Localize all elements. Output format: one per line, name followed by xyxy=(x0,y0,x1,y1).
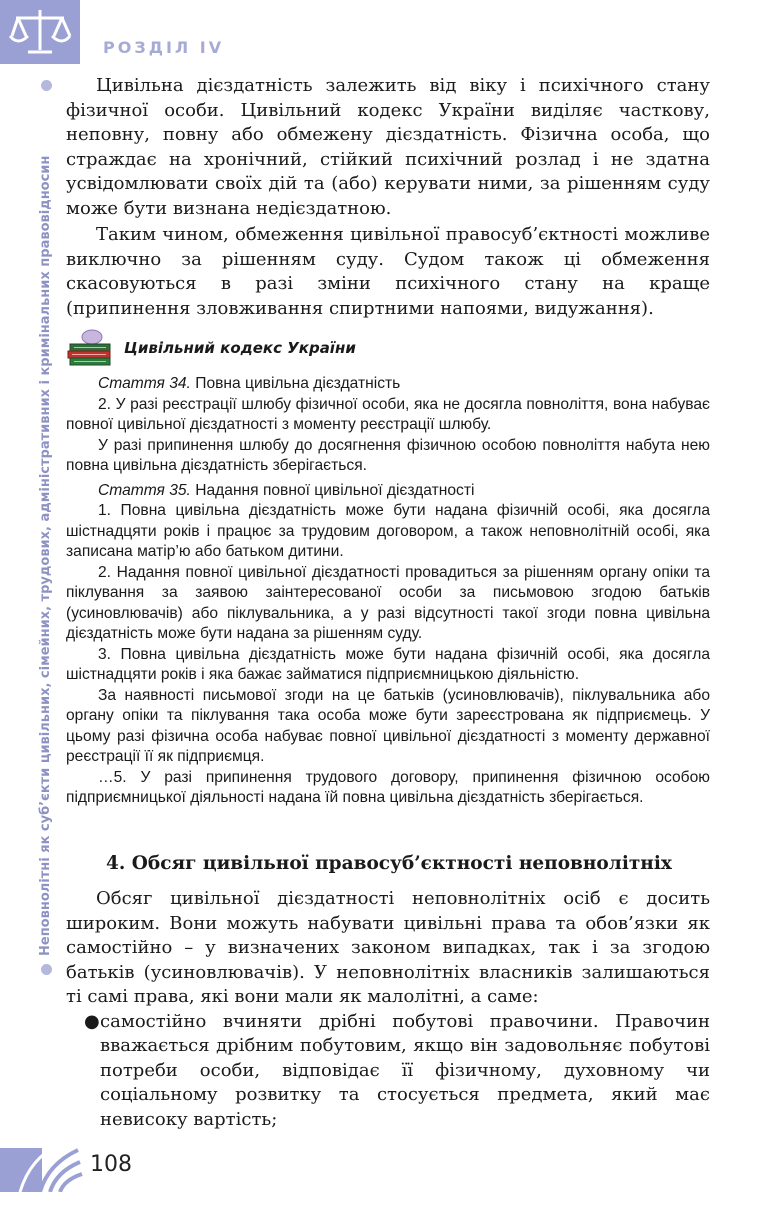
article-34-label: Стаття 34. xyxy=(98,375,191,392)
civil-code-body xyxy=(66,374,710,809)
section-4-heading: 4. Обсяг цивільної правосуб’єктності неповнолітніх xyxy=(106,853,672,874)
civil-code-excerpt xyxy=(66,326,726,809)
article-35-title: Надання повної цивільної дієздатності xyxy=(190,481,475,499)
civil-code-title: Цивільний кодекс України xyxy=(124,339,356,357)
header-logo-block xyxy=(0,0,80,64)
intro-text xyxy=(66,74,710,321)
article-34-title: Повна цивільна дієздатність xyxy=(190,375,401,392)
article-35-heading xyxy=(66,481,710,502)
section-4-paragraph: Обсяг цивільної дієздатності неповнолітніх осіб є досить широким. Вони можуть набувати цивільні права та обов’язки як самостійно – у визначених законом випадках, так і за згодою батьків (усиновлювачів). У неповнолітніх власників залишаються ті самі права, які вони мали як малолітні, а саме: xyxy=(66,888,710,1007)
civil-code-header xyxy=(66,326,726,370)
sidebar-top-dot xyxy=(41,80,52,91)
intro-paragraph-2: Таким чином, обмеження цивільної правосуб’єктності можливе виключно за рішенням суду. Судом також ці обмеження скасовуються в разі зміни психічного стану на краще (припинення зловживання спиртними напоями, видужання). xyxy=(66,224,710,319)
page-number: 108 xyxy=(90,1152,132,1177)
list-item-text: самостійно вчиняти дрібні побутові правочини. Правочин вважається дрібним побутовим, якщо він задовольняє побутові потреби особи, відповідає її фізичному, духовному чи соціальному розвитку та стосується предмета, який має невисоку вартість; xyxy=(100,1010,710,1130)
article-35-label: Стаття 35. xyxy=(98,481,191,499)
bullet-icon: ● xyxy=(84,1010,100,1032)
section-label: РОЗДІЛ IV xyxy=(103,38,225,57)
list-item xyxy=(66,1010,710,1133)
article-34-paragraph-1: 2. У разі реєстрації шлюбу фізичної особи, яка не досягла повноліття, вона набуває повної цивільної дієздатності з моменту реєстрації шлюбу. xyxy=(66,395,710,433)
article-34-paragraph-2: У разі припинення шлюбу до досягнення фізичною особою повноліття набута нею повна цивільна дієздатність зберігається. xyxy=(66,436,710,474)
sidebar-bottom-dot xyxy=(41,964,52,975)
article-34-heading xyxy=(66,374,710,395)
wave-lines-icon xyxy=(0,1142,84,1192)
article-35-paragraph-5: …5. У разі припинення трудового договору, припинення фізичною особою підприємницької діяльності надана їй повна цивільна дієздатність зберігається. xyxy=(66,768,710,806)
article-35-paragraph-4: За наявності письмової згоди на це батьків (усиновлювачів), піклувальника або органу опіки та піклування така особа може бути зареєстрована як підприємець. У цьому разі фізична особа набуває повної цивільної дієздатності з моменту державної реєстрації її як підприємця. xyxy=(66,686,710,765)
article-35-paragraph-3: 3. Повна цивільна дієздатність може бути надана фізичній особі, яка досягла шістнадцяти років і яка бажає займатися підприємницькою діяльністю. xyxy=(66,645,710,683)
sidebar-chapter-title: Неповнолітні як суб’єкти цивільних, сімейних, трудових, адміністративних і кримінальних правовідносин xyxy=(38,155,53,956)
books-stack-icon xyxy=(66,328,114,368)
scales-of-justice-icon xyxy=(8,6,72,58)
article-35-paragraph-1: 1. Повна цивільна дієздатність може бути надана фізичній особі, яка досягла шістнадцяти років і працює за трудовим договором, а також неповнолітній особі, яка записана матір’ю або батьком дитини. xyxy=(66,502,710,560)
section-4-text xyxy=(66,887,710,1132)
intro-paragraph-1: Цивільна дієздатність залежить від віку і психічного стану фізичної особи. Цивільний кодекс України виділяє часткову, неповну, повну або обмежену дієздатність. Фізична особа, що страждає на хронічний, стійкий психічний розлад і не здатна усвідомлювати своїх дій та (або) керувати ними, за рішенням суду може бути визнана недієздатною. xyxy=(66,75,710,219)
article-35-paragraph-2: 2. Надання повної цивільної дієздатності провадиться за рішенням органу опіки та піклування за заявою заінтересованої особи за письмовою згодою батьків (усиновлювачів) або піклувальника, а у разі відсутності такої згоди повна цивільна дієздатність може бути надана за рішенням суду. xyxy=(66,563,710,642)
